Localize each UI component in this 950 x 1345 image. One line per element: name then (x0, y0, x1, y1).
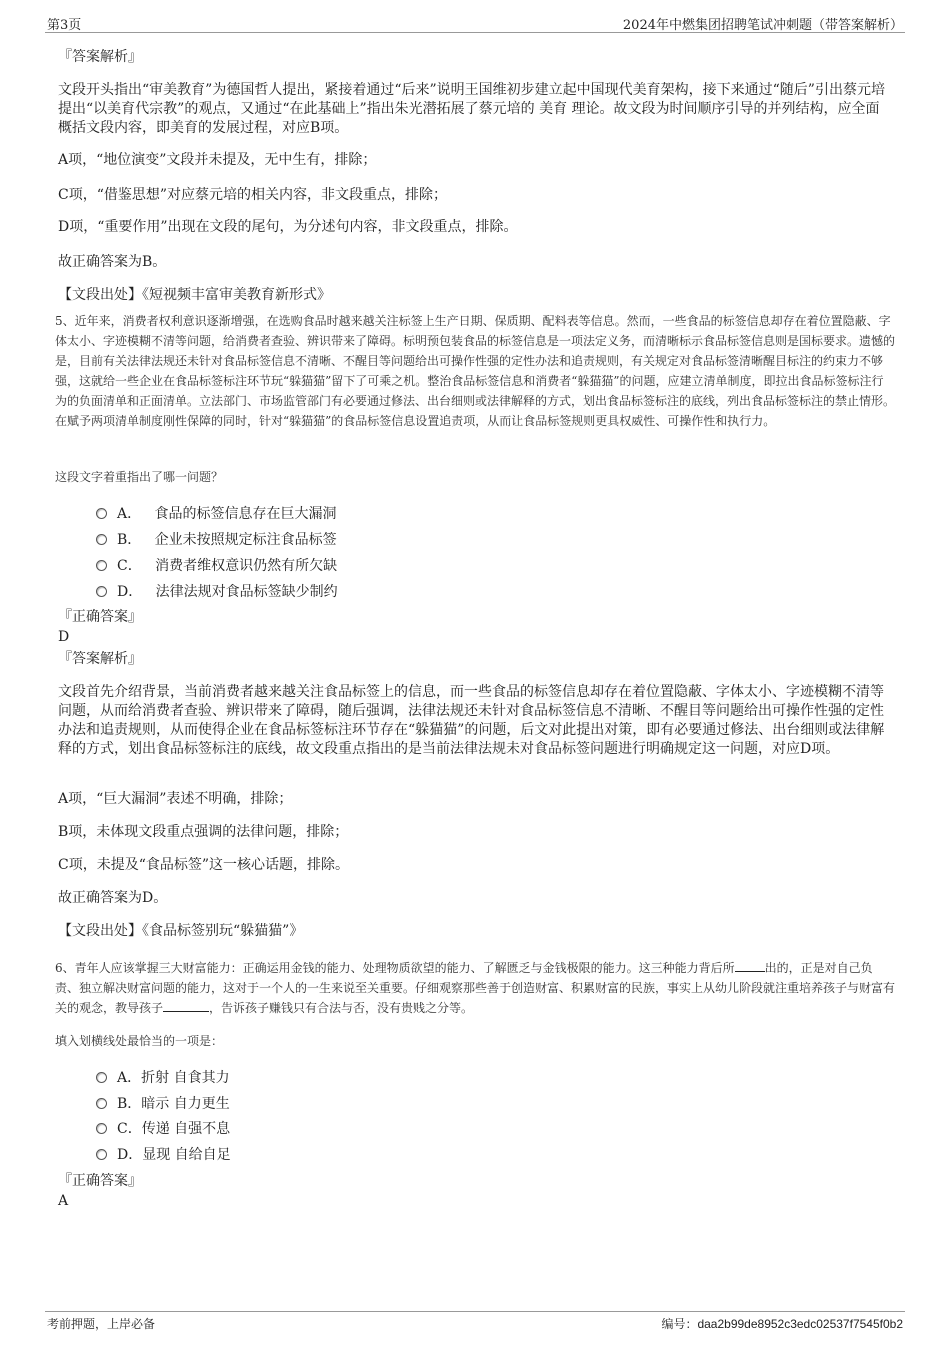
document-code: 编号：daa2b99de8952c3edc02537f7545f0b2 (661, 1317, 903, 1331)
q4-option-a-explanation: A项，“地位演变”文段并未提及，无中生有，排除； (58, 152, 377, 168)
page-number: 第3页 (47, 18, 82, 33)
radio-icon[interactable] (96, 560, 107, 571)
q6-option-c[interactable]: C．传递 自强不息 (96, 1118, 230, 1138)
q6-option-d[interactable]: D．显现 自给自足 (96, 1144, 231, 1164)
radio-icon[interactable] (96, 1149, 107, 1160)
document-title: 2024年中燃集团招聘笔试冲刺题（带答案解析） (622, 18, 903, 33)
q6-prompt: 填入划横线处最恰当的一项是： (55, 1034, 224, 1048)
radio-icon[interactable] (96, 534, 107, 545)
radio-icon[interactable] (96, 508, 107, 519)
q5-analysis-label: 『答案解析』 (58, 651, 142, 667)
q5-question-text: 5、近年来，消费者权利意识逐渐增强，在选购食品时越来越关注标签上生产日期、保质期、配料表等信息。然而，一些食品的标签信息却存在着位置隐蔽、字体太小、字迹模糊不清等问题，给消费者查验、辨识带来了障碍。标明预包装食品的标签信息是一项法定义务，而清晰标示食品标签信息则是国标要求。遗憾的是，目前有关法律法规还未针对食品标签信息不清晰、不醒目等问题给出可操作性强的定性办法和追责规则，有关规定对食品标签清晰醒目标注的约束力不够强，这就给一些企业在食品标签标注环节玩“躲猫猫”留下了可乘之机。整治食品标签信息和消费者“躲猫猫”的问题，应建立清单制度，即拉出食品标签标注行为的负面清单和正面清单。立法部门、市场监管部门有必要通过修法、出台细则或法律解释的方式，划出食品标签标注的底线，列出食品标签标注的禁止情形。在赋予两项清单制度刚性保障的同时，针对“躲猫猫”的食品标签信息设置追责项，从而让食品标签规则更具权威性、可操作性和执行力。 (55, 314, 896, 428)
document-code-value: daa2b99de8952c3edc02537f7545f0b2 (697, 1317, 903, 1331)
radio-icon[interactable] (96, 586, 107, 597)
q4-analysis-text: 文段开头指出“审美教育”为德国哲人提出，紧接着通过“后来”说明王国维初步建立起中国现代美育架构，接下来通过“随后”引出蔡元培提出“以美育代宗教”的观点，又通过“在此基础上”指出朱光潜拓展了蔡元培的 美育 理论。故文段为时间顺序引导的并列结构，应全面概括文段内容，即美育的发展过程，对应B项。 (58, 82, 885, 136)
q4-source: 【文段出处】《短视频丰富审美教育新形式》 (58, 287, 331, 303)
q4-conclusion: 故正确答案为B。 (58, 254, 167, 270)
footer-slogan: 考前押题，上岸必备 (47, 1317, 156, 1331)
q6-option-a[interactable]: A．折射 自食其力 (96, 1067, 230, 1087)
q5-option-a[interactable]: A． 食品的标签信息存在巨大漏洞 (96, 503, 336, 523)
radio-icon[interactable] (96, 1072, 107, 1083)
q5-option-a-explanation: A项，“巨大漏洞”表述不明确，排除； (58, 791, 293, 807)
q4-option-c-explanation: C项，“借鉴思想”对应蔡元培的相关内容，非文段重点，排除； (58, 187, 448, 203)
q5-option-c[interactable]: C． 消费者维权意识仍然有所欠缺 (96, 555, 337, 575)
page-header (0, 0, 950, 33)
q5-source: 【文段出处】《食品标签别玩“躲猫猫”》 (58, 923, 304, 939)
radio-icon[interactable] (96, 1123, 107, 1134)
q5-analysis-text: 文段首先介绍背景，当前消费者越来越关注食品标签上的信息，而一些食品的标签信息却存在着位置隐蔽、字体太小、字迹模糊不清等问题，从而给消费者查验、辨识带来了障碍，随后强调，法律法规还未针对食品标签信息不清晰、不醒目等问题给出可操作性强的定性办法和追责规则，从而使得企业在食品标签标注环节存在“躲猫猫”的问题，后文对此提出对策，即有必要通过修法、出台细则或法律解释的方式，划出食品标签标注的底线，故文段重点指出的是当前法律法规未对食品标签问题进行明确规定这一问题，对应D项。 (58, 684, 885, 757)
q5-option-c-explanation: C项，未提及“食品标签”这一核心话题，排除。 (58, 857, 350, 873)
footer-divider (45, 1311, 905, 1312)
fill-blank-2[interactable] (163, 999, 209, 1012)
q5-answer: D (58, 629, 70, 645)
q6-answer-label: 『正确答案』 (58, 1173, 142, 1189)
q5-conclusion: 故正确答案为D。 (58, 890, 168, 906)
q6-question-text: 6、青年人应该掌握三大财富能力：正确运用金钱的能力、处理物质欲望的能力、了解匮乏与金钱极限的能力。这三种能力背后所 出的，正是对自己负责、独立解决财富问题的能力，这对于一个人的一生来说至关重要。仔细观察那些善于创造财富、积累财富的民族，事实上从幼儿阶段就注重培养孩子与财富有关的观念，教导孩子 ，告诉孩子赚钱只有合法与否，没有贵贱之分等。 (55, 961, 896, 1015)
q5-option-b[interactable]: B． 企业未按照规定标注食品标签 (96, 529, 337, 549)
q6-option-b[interactable]: B．暗示 自力更生 (96, 1093, 230, 1113)
q4-option-d-explanation: D项，“重要作用”出现在文段的尾句，为分述句内容，非文段重点，排除。 (58, 219, 518, 235)
q5-answer-label: 『正确答案』 (58, 609, 142, 625)
q5-prompt: 这段文字着重指出了哪一问题？ (55, 470, 224, 484)
header-divider (45, 32, 905, 33)
radio-icon[interactable] (96, 1098, 107, 1109)
q5-option-b-explanation: B项，未体现文段重点强调的法律问题，排除； (58, 824, 349, 840)
q4-analysis-label: 『答案解析』 (58, 49, 142, 65)
fill-blank-1[interactable] (735, 959, 765, 972)
q5-option-d[interactable]: D． 法律法规对食品标签缺少制约 (96, 581, 338, 601)
q6-answer: A (58, 1193, 69, 1209)
